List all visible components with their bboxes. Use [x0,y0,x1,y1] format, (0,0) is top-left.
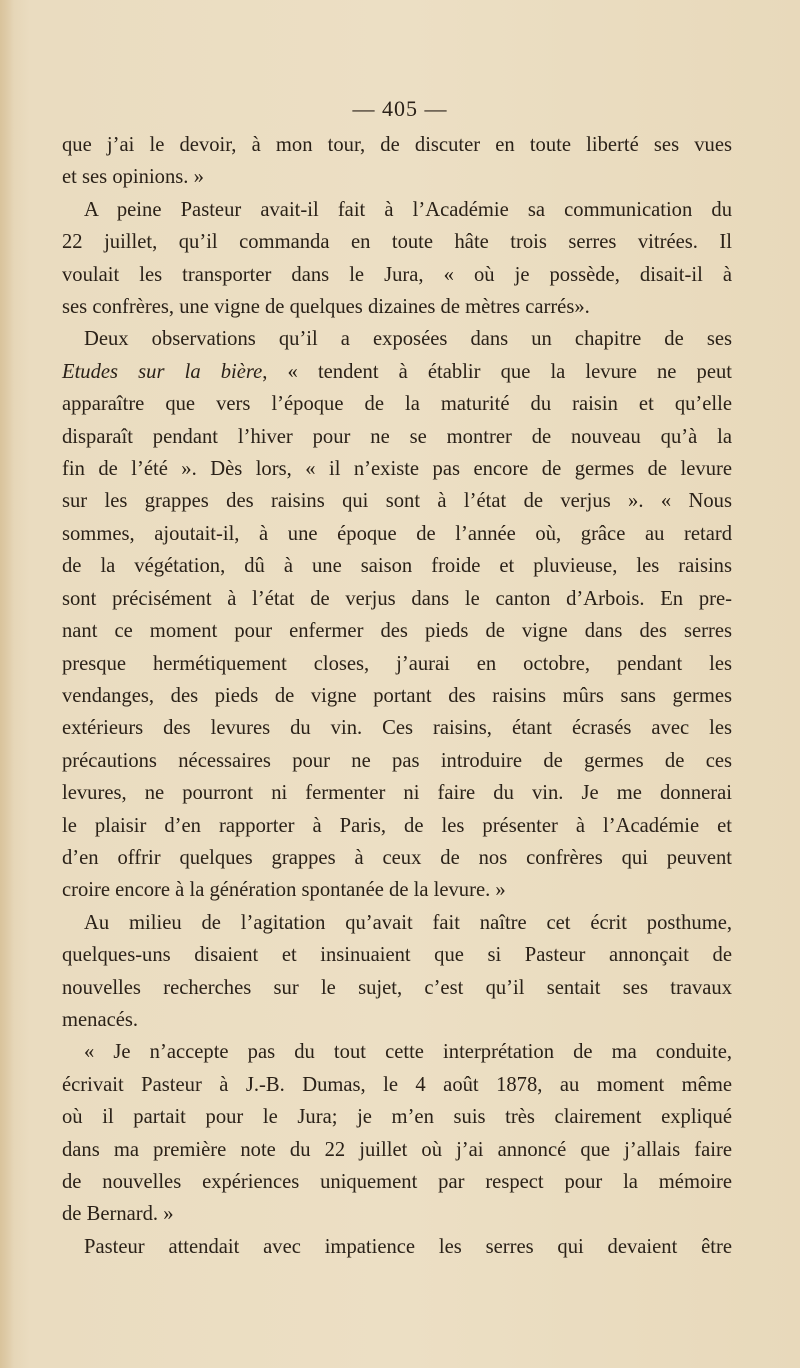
text-line: Au milieu de l’agitation qu’avait fait naître cet écrit posthume, [84,911,732,934]
text-line: d’en offrir quelques grappes à ceux de nos confrères qui peuvent [62,846,732,869]
text-line: sommes, ajoutait-il, à une époque de l’année où, grâce au retard [62,522,732,545]
page-number: — 405 — [352,96,448,121]
body-text [62,129,732,1263]
text-line: croire encore à la génération spontanée de la levure. » [62,879,506,902]
text-line: Pasteur attendait avec impatience les serres qui devaient être [84,1235,732,1258]
text-line: le plaisir d’en rapporter à Paris, de les présenter à l’Académie et [62,814,732,837]
text-line: de nouvelles expériences uniquement par respect pour la mémoire [62,1171,732,1193]
text-line: écrivait Pasteur à J.-B. Dumas, le 4 août 1878, au moment même [62,1073,732,1096]
text-line: Deux observations qu’il a exposées dans un chapitre de ses [84,328,732,351]
text-line: 22 juillet, qu’il commanda en toute hâte trois serres vitrées. Il [62,231,732,254]
text-line: de la végétation, dû à une saison froide et pluvieuse, les raisins [62,555,732,578]
text-line: que j’ai le devoir, à mon tour, de discuter en toute liberté ses vues [62,134,732,156]
text-line: A peine Pasteur avait-il fait à l’Académie sa communication du [84,198,732,221]
text-line: apparaître que vers l’époque de la maturité du raisin et qu’elle [62,393,732,416]
text-line: fin de l’été ». Dès lors, « il n’existe pas encore de germes de levure [62,458,732,481]
text-line: disparaît pendant l’hiver pour ne se montrer de nouveau qu’à la [62,425,732,448]
text-line: levures, ne pourront ni fermenter ni faire du vin. Je me donnerai [62,782,732,805]
text-line: ses confrères, une vigne de quelques dizaines de mètres carrés». [62,296,590,319]
text-line: où il partait pour le Jura; je m’en suis très clairement expliqué [62,1106,732,1129]
text-line: sur les grappes des raisins qui sont à l’état de verjus ». « Nous [62,490,732,513]
text-line: voulait les transporter dans le Jura, « où je possède, disait-il à [62,263,732,286]
text-line: nant ce moment pour enfermer des pieds de vigne dans des serres [62,620,732,643]
text-line: et ses opinions. » [62,166,204,189]
text-line [62,356,732,388]
text-line: de Bernard. » [62,1203,174,1226]
text-line: extérieurs des levures du vin. Ces raisins, étant écrasés avec les [62,717,732,740]
italic-title: Etudes sur la bière [62,360,263,383]
text-line: sont précisément à l’état de verjus dans le canton d’Arbois. En pre- [62,587,732,610]
text-line: précautions nécessaires pour ne pas introduire de germes de ces [62,749,732,772]
text-segment: , « tendent à établir que la levure ne peut [262,360,732,383]
text-line: dans ma première note du 22 juillet où j’ai annoncé que j’allais faire [62,1138,732,1161]
text-line: presque hermétiquement closes, j’aurai en octobre, pendant les [62,652,732,675]
text-line: vendanges, des pieds de vigne portant des raisins mûrs sans germes [62,684,732,707]
text-line: « Je n’accepte pas du tout cette interprétation de ma conduite, [84,1041,732,1064]
text-line: nouvelles recherches sur le sujet, c’est qu’il sentait ses travaux [62,976,732,999]
text-line: menacés. [62,1008,139,1031]
text-line: quelques-uns disaient et insinuaient que si Pasteur annonçait de [62,944,732,967]
